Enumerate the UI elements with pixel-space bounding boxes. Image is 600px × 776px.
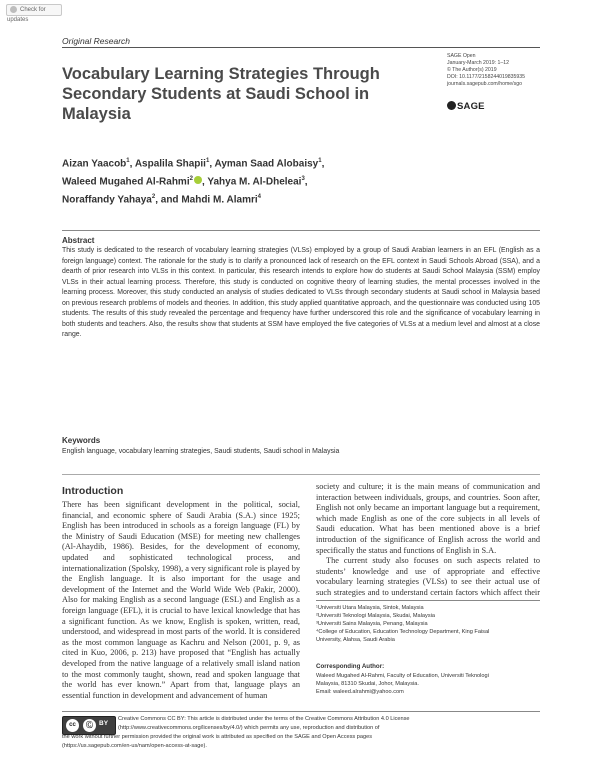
affiliation-line: ¹Universiti Utara Malaysia, Sintok, Malaysia bbox=[316, 605, 424, 611]
sage-logo-icon bbox=[447, 101, 456, 110]
intro-paragraph: There has been significant development in the political, social, financial, and economic sphere of Saudi Arabia (S.A.) since 1925; English has been introduced in schools as a foreign language (FL) by the Ministry of Saudi Education (MSE) for meeting new challenges (Al-Ahaydib, 1986). Besides, for the development of economy, updated and sophisticated technological process, and internationalization (Spolsky, 1998), a very significant role is played by the English language. It is also important for the usage and development of the Internet and the World Wide Web (Pakir, 2000). Also for making English as a second language (ESL) and English as a foreign language (EFL), it is crucial to have lexical knowledge that has a significant function. As we know, English is spoken, written, read, understood, and widespread in most parts of the world. It is considered as the most common language as Kachru and Nelson (2001, p. 9, as cited in Kuo, 2006, p. 213) have proposed that “English has actually developed from the native language of a relatively small island nation to the most commonly taught, shown, read and spoken language that the world has ever known.” Apart from that, language plays an essential function in development and advancement of human bbox=[62, 500, 300, 700]
license-divider bbox=[62, 711, 540, 712]
copyright-line: © The Author(s) 2019 bbox=[447, 67, 497, 73]
author-separator: , and bbox=[155, 193, 182, 205]
journal-section-label: Original Research bbox=[62, 36, 131, 46]
attribution-icon: Ⓒ bbox=[83, 719, 96, 732]
abstract-heading: Abstract bbox=[62, 236, 95, 245]
corresponding-author-heading: Corresponding Author: bbox=[316, 663, 385, 670]
corresponding-line: Malaysia, 81310 Skudai, Johor, Malaysia. bbox=[316, 681, 419, 687]
license-text bbox=[62, 715, 540, 751]
introduction-heading: Introduction bbox=[62, 485, 124, 497]
author-name: Mahdi M. Alamri bbox=[181, 193, 258, 205]
corresponding-line: Waleed Mugahed Al-Rahmi, Faculty of Education, Universiti Teknologi bbox=[316, 673, 489, 679]
author-affil-mark: 3 bbox=[301, 175, 305, 182]
affiliation-line: ⁴College of Education, Education Technology Department, King Faisal bbox=[316, 629, 490, 635]
author-name: Noraffandy Yahaya bbox=[62, 193, 152, 205]
check-for-updates-badge[interactable] bbox=[6, 4, 62, 23]
badge-label: Check for updates bbox=[7, 7, 46, 23]
refresh-icon bbox=[10, 6, 17, 13]
license-line: the work without further permission provided the original work is attributed as specified on the SAGE and Open Access pages bbox=[62, 734, 372, 740]
keywords-block bbox=[62, 436, 540, 457]
publication-info bbox=[447, 53, 557, 88]
author-affil-mark: 2 bbox=[189, 175, 193, 182]
keywords-heading: Keywords bbox=[62, 436, 101, 445]
author-affil-mark: 1 bbox=[205, 158, 210, 164]
author-separator: , bbox=[321, 158, 325, 170]
doi-link[interactable]: DOI: 10.1177/2158244019835935 bbox=[447, 74, 526, 80]
author-affil-mark: 1 bbox=[318, 158, 322, 164]
corresponding-email-link[interactable]: Email: waleed.alrahmi@yahoo.com bbox=[316, 689, 404, 695]
by-label: BY bbox=[99, 720, 109, 727]
author-name: Yahya M. Al-Dheleai bbox=[207, 176, 302, 188]
affiliations bbox=[316, 604, 540, 644]
paper-title: Vocabulary Learning Strategies Through Secondary Students at Saudi School in Malaysia bbox=[62, 65, 380, 123]
abstract-text: This study is dedicated to the research of vocabulary learning strategies (VLSs) employed by a group of Saudi Arabian learners in an EFL (English as a foreign language) context. The rationale for the study is to clarify a pronounced lack of research on the EFL context in Saudi Schools Abroad (SSA), and a dearth of prior research into VLSs in this context. In particular, this research intends to explore how do students at Saudi School Malaysia (SSM) employ VLSs in their actual learning process. Therefore, this study is conducted on cognitive theory of learning studies, the mental processes involved in the learning process. Moreover, this study conducted an analysis of studies dedicated to VLSs through secondary students at Saudi school in Malaysia based on previous research problems of models and theories. In addition, this study applied quantitative approach, and the questionnaire was conducted using 105 students. The results of this study revealed the percentage and frequency have further underscored this role and the significance of vocabulary learning in both students and teachers. Also, the results show that students at SSM have employed the five categories of VLSs at a medium level and almost at a close range. bbox=[62, 247, 540, 338]
sage-logo bbox=[447, 101, 485, 112]
keywords-text: English language, vocabulary learning strategies, Saudi students, Saudi school in Malaysia bbox=[62, 448, 340, 455]
open-access-link[interactable]: (https://us.sagepub.com/en-us/nam/open-access-at-sage). bbox=[62, 743, 207, 749]
author-name: Aizan Yaacob bbox=[62, 158, 127, 170]
affiliation-line: University, Alahsa, Saudi Arabia bbox=[316, 637, 395, 643]
author-name: Ayman Saad Alobaisy bbox=[214, 158, 319, 170]
corresponding-author-details bbox=[316, 672, 540, 696]
author-separator: , bbox=[304, 176, 308, 188]
introduction-right-column bbox=[316, 482, 540, 597]
cc-icon: cc bbox=[66, 719, 79, 732]
orcid-icon[interactable] bbox=[194, 176, 202, 184]
author-affil-mark: 4 bbox=[257, 193, 261, 200]
author-name: Aspalila Shapii bbox=[134, 158, 206, 170]
author-name: Waleed Mugahed Al-Rahmi bbox=[62, 176, 190, 188]
author-list bbox=[62, 154, 422, 207]
intro-paragraph: The current study also focuses on such aspects related to students’ knowledge and use of appropriate and effective vocabulary learning strategies (VLSs) to see their actual use of such strategies and to understand certain factors which affect their bbox=[316, 556, 540, 597]
intro-paragraph: society and culture; it is the main means of communication and interaction between individuals, groups, and countries. Soon after, English not only became an important language but a requirement, which made English as one of the core subjects in all levels of Saudi education. What has been mentioned above is a brief introduction of the significance of English across the world and specifically the status and functions of English in S.A. bbox=[316, 482, 540, 555]
author-separator: , bbox=[209, 158, 215, 170]
author-affil-mark: 1 bbox=[126, 158, 130, 164]
header-divider bbox=[62, 47, 540, 48]
author-separator: , bbox=[201, 176, 208, 188]
sage-logo-text: SAGE bbox=[457, 101, 485, 112]
license-url-link[interactable]: (http://www.creativecommons.org/licenses/by/4.0/) which permits any use, reproduction and distribution of bbox=[118, 725, 380, 731]
journal-url-link[interactable]: journals.sagepub.com/home/sgo bbox=[447, 81, 522, 87]
introduction-left-column bbox=[62, 500, 300, 705]
affiliation-line: ³Universiti Sains Malaysia, Penang, Malaysia bbox=[316, 621, 428, 627]
abstract-divider bbox=[62, 230, 540, 231]
journal-name: SAGE Open bbox=[447, 53, 476, 59]
author-affil-mark: 2 bbox=[151, 193, 156, 200]
license-line: Creative Commons CC BY: This article is distributed under the terms of the Creative Commons Attribution 4.0 License bbox=[118, 716, 410, 722]
affiliation-line: ²Universiti Teknologi Malaysia, Skudai, Malaysia bbox=[316, 613, 435, 619]
keywords-divider bbox=[62, 474, 540, 475]
journal-issue: January-March 2019: 1–12 bbox=[447, 60, 509, 66]
author-separator: , bbox=[129, 158, 135, 170]
affiliations-divider bbox=[316, 600, 540, 601]
